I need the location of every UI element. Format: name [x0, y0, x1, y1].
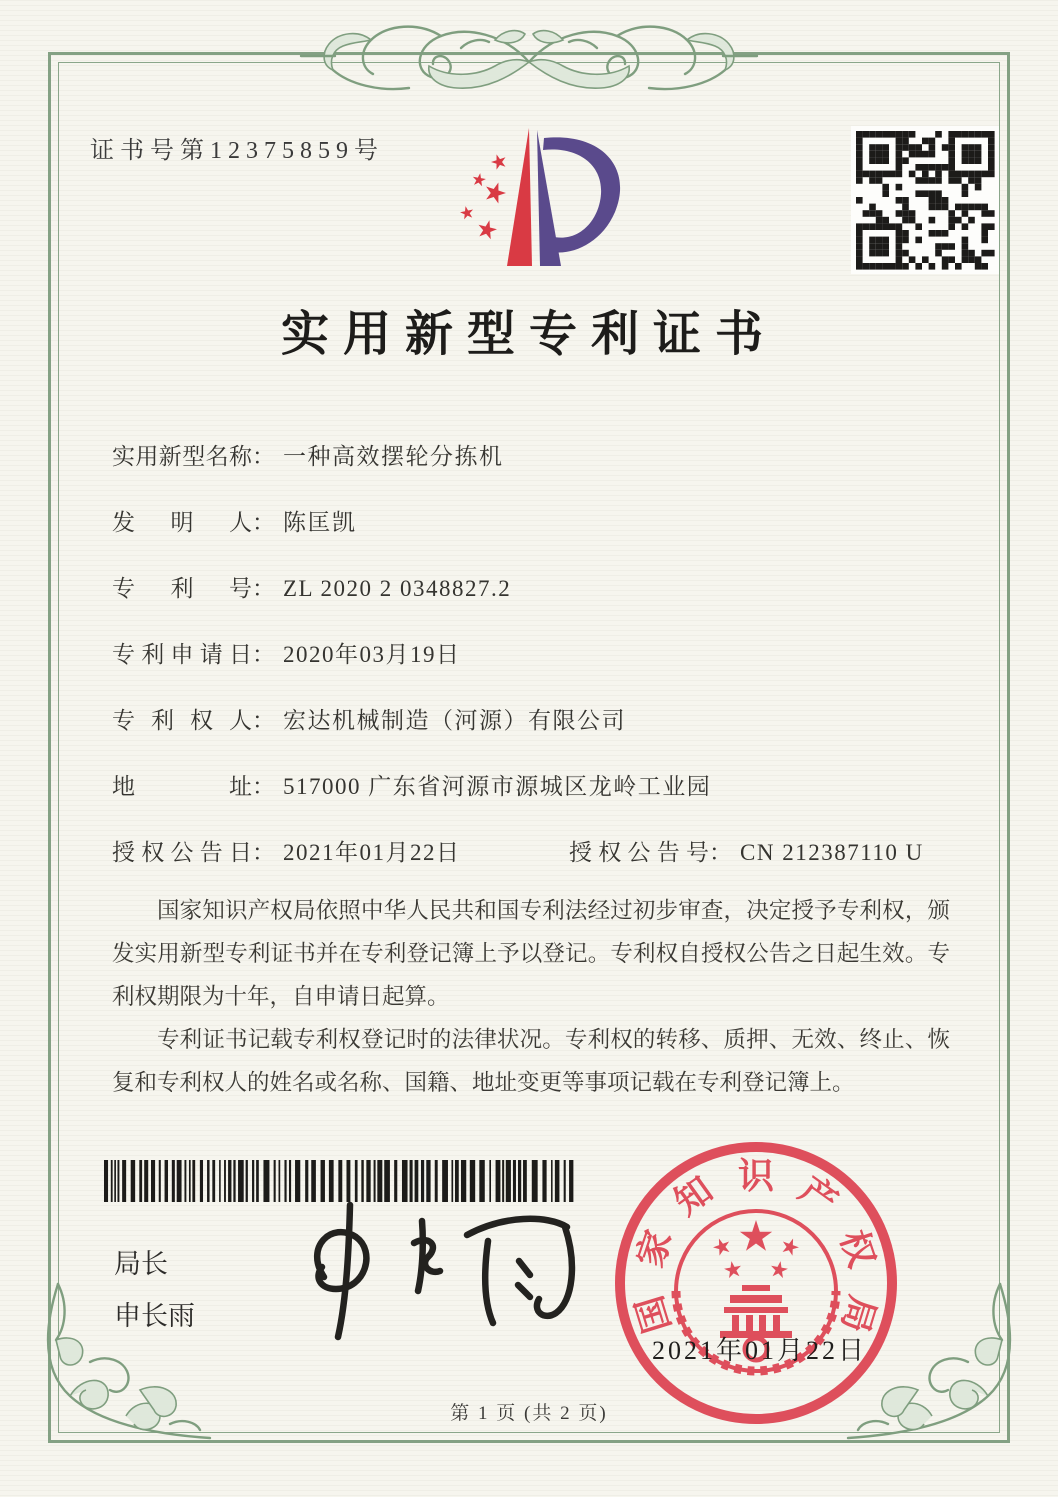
certificate-title: 实用新型专利证书 [280, 308, 777, 361]
field-value: 2021年01月22日 [283, 840, 461, 865]
field-label: 发明人 [112, 510, 252, 535]
svg-text:国: 国 [629, 1291, 679, 1338]
field-value: 宏达机械制造（河源）有限公司 [283, 708, 626, 733]
field-label: 专利号 [112, 576, 252, 601]
svg-text:权: 权 [832, 1225, 883, 1273]
cnipa-logo-icon [437, 116, 652, 278]
svg-text:产: 产 [792, 1169, 845, 1223]
field-label: 授权公告号 [569, 840, 709, 865]
page-number: 第 1 页 (共 2 页) [450, 1403, 608, 1424]
certificate-number: 证书号第12375859号 [90, 138, 384, 164]
field-colon: ： [252, 576, 275, 601]
certificate-fields [112, 438, 958, 900]
field-colon: ： [709, 840, 732, 865]
field-value: 2020年03月19日 [283, 642, 461, 667]
seal-date: 2021年01月22日 [652, 1336, 868, 1365]
field-value: ZL 2020 2 0348827.2 [283, 576, 512, 601]
signature-handwriting [262, 1185, 602, 1350]
field-label: 实用新型名称 [112, 444, 252, 469]
field-value: 陈匡凯 [283, 510, 357, 535]
field-value: 517000 广东省河源市源城区龙岭工业园 [283, 774, 712, 799]
field-row-address [112, 768, 958, 805]
svg-text:家: 家 [629, 1225, 680, 1273]
field-colon: ： [252, 708, 275, 733]
field-colon: ： [252, 510, 275, 535]
top-scrollwork-ornament [299, 4, 759, 108]
field-colon: ： [252, 642, 275, 667]
signer-block [114, 1238, 195, 1342]
svg-text:局: 局 [833, 1291, 883, 1338]
signer-name: 申长雨 [114, 1301, 195, 1331]
field-row-inventor [112, 504, 958, 541]
legal-text [112, 889, 950, 1104]
legal-paragraph-1: 国家知识产权局依照中华人民共和国专利法经过初步审查，决定授予专利权，颁发实用新型专利证书并在专利登记簿上予以登记。专利权自授权公告之日起生效。专利权期限为十年，自申请日起算。 [112, 898, 950, 1009]
legal-paragraph-2: 专利证书记载专利权登记时的法律状况。专利权的转移、质押、无效、终止、恢复和专利权人的姓名或名称、国籍、地址变更等事项记载在专利登记簿上。 [112, 1027, 950, 1095]
field-colon: ： [252, 444, 275, 469]
signer-title: 局长 [114, 1249, 168, 1279]
field-row-utility-name [112, 438, 958, 475]
field-label: 专利申请日 [112, 642, 252, 667]
field-label: 专利权人 [112, 708, 252, 733]
svg-text:识: 识 [737, 1156, 775, 1196]
field-row-filing-date [112, 636, 958, 673]
field-value: 一种高效摆轮分拣机 [283, 444, 504, 469]
field-label: 地址 [112, 774, 252, 799]
svg-text:知: 知 [667, 1169, 720, 1223]
field-row-patentee [112, 702, 958, 739]
field-value: CN 212387110 U [740, 840, 924, 865]
qr-code [851, 126, 999, 274]
cnipa-seal [606, 1133, 906, 1433]
field-colon: ： [252, 840, 275, 865]
field-label: 授权公告日 [112, 840, 252, 865]
field-colon: ： [252, 774, 275, 799]
field-row-patent-number [112, 570, 958, 607]
field-row-grant [112, 834, 958, 871]
